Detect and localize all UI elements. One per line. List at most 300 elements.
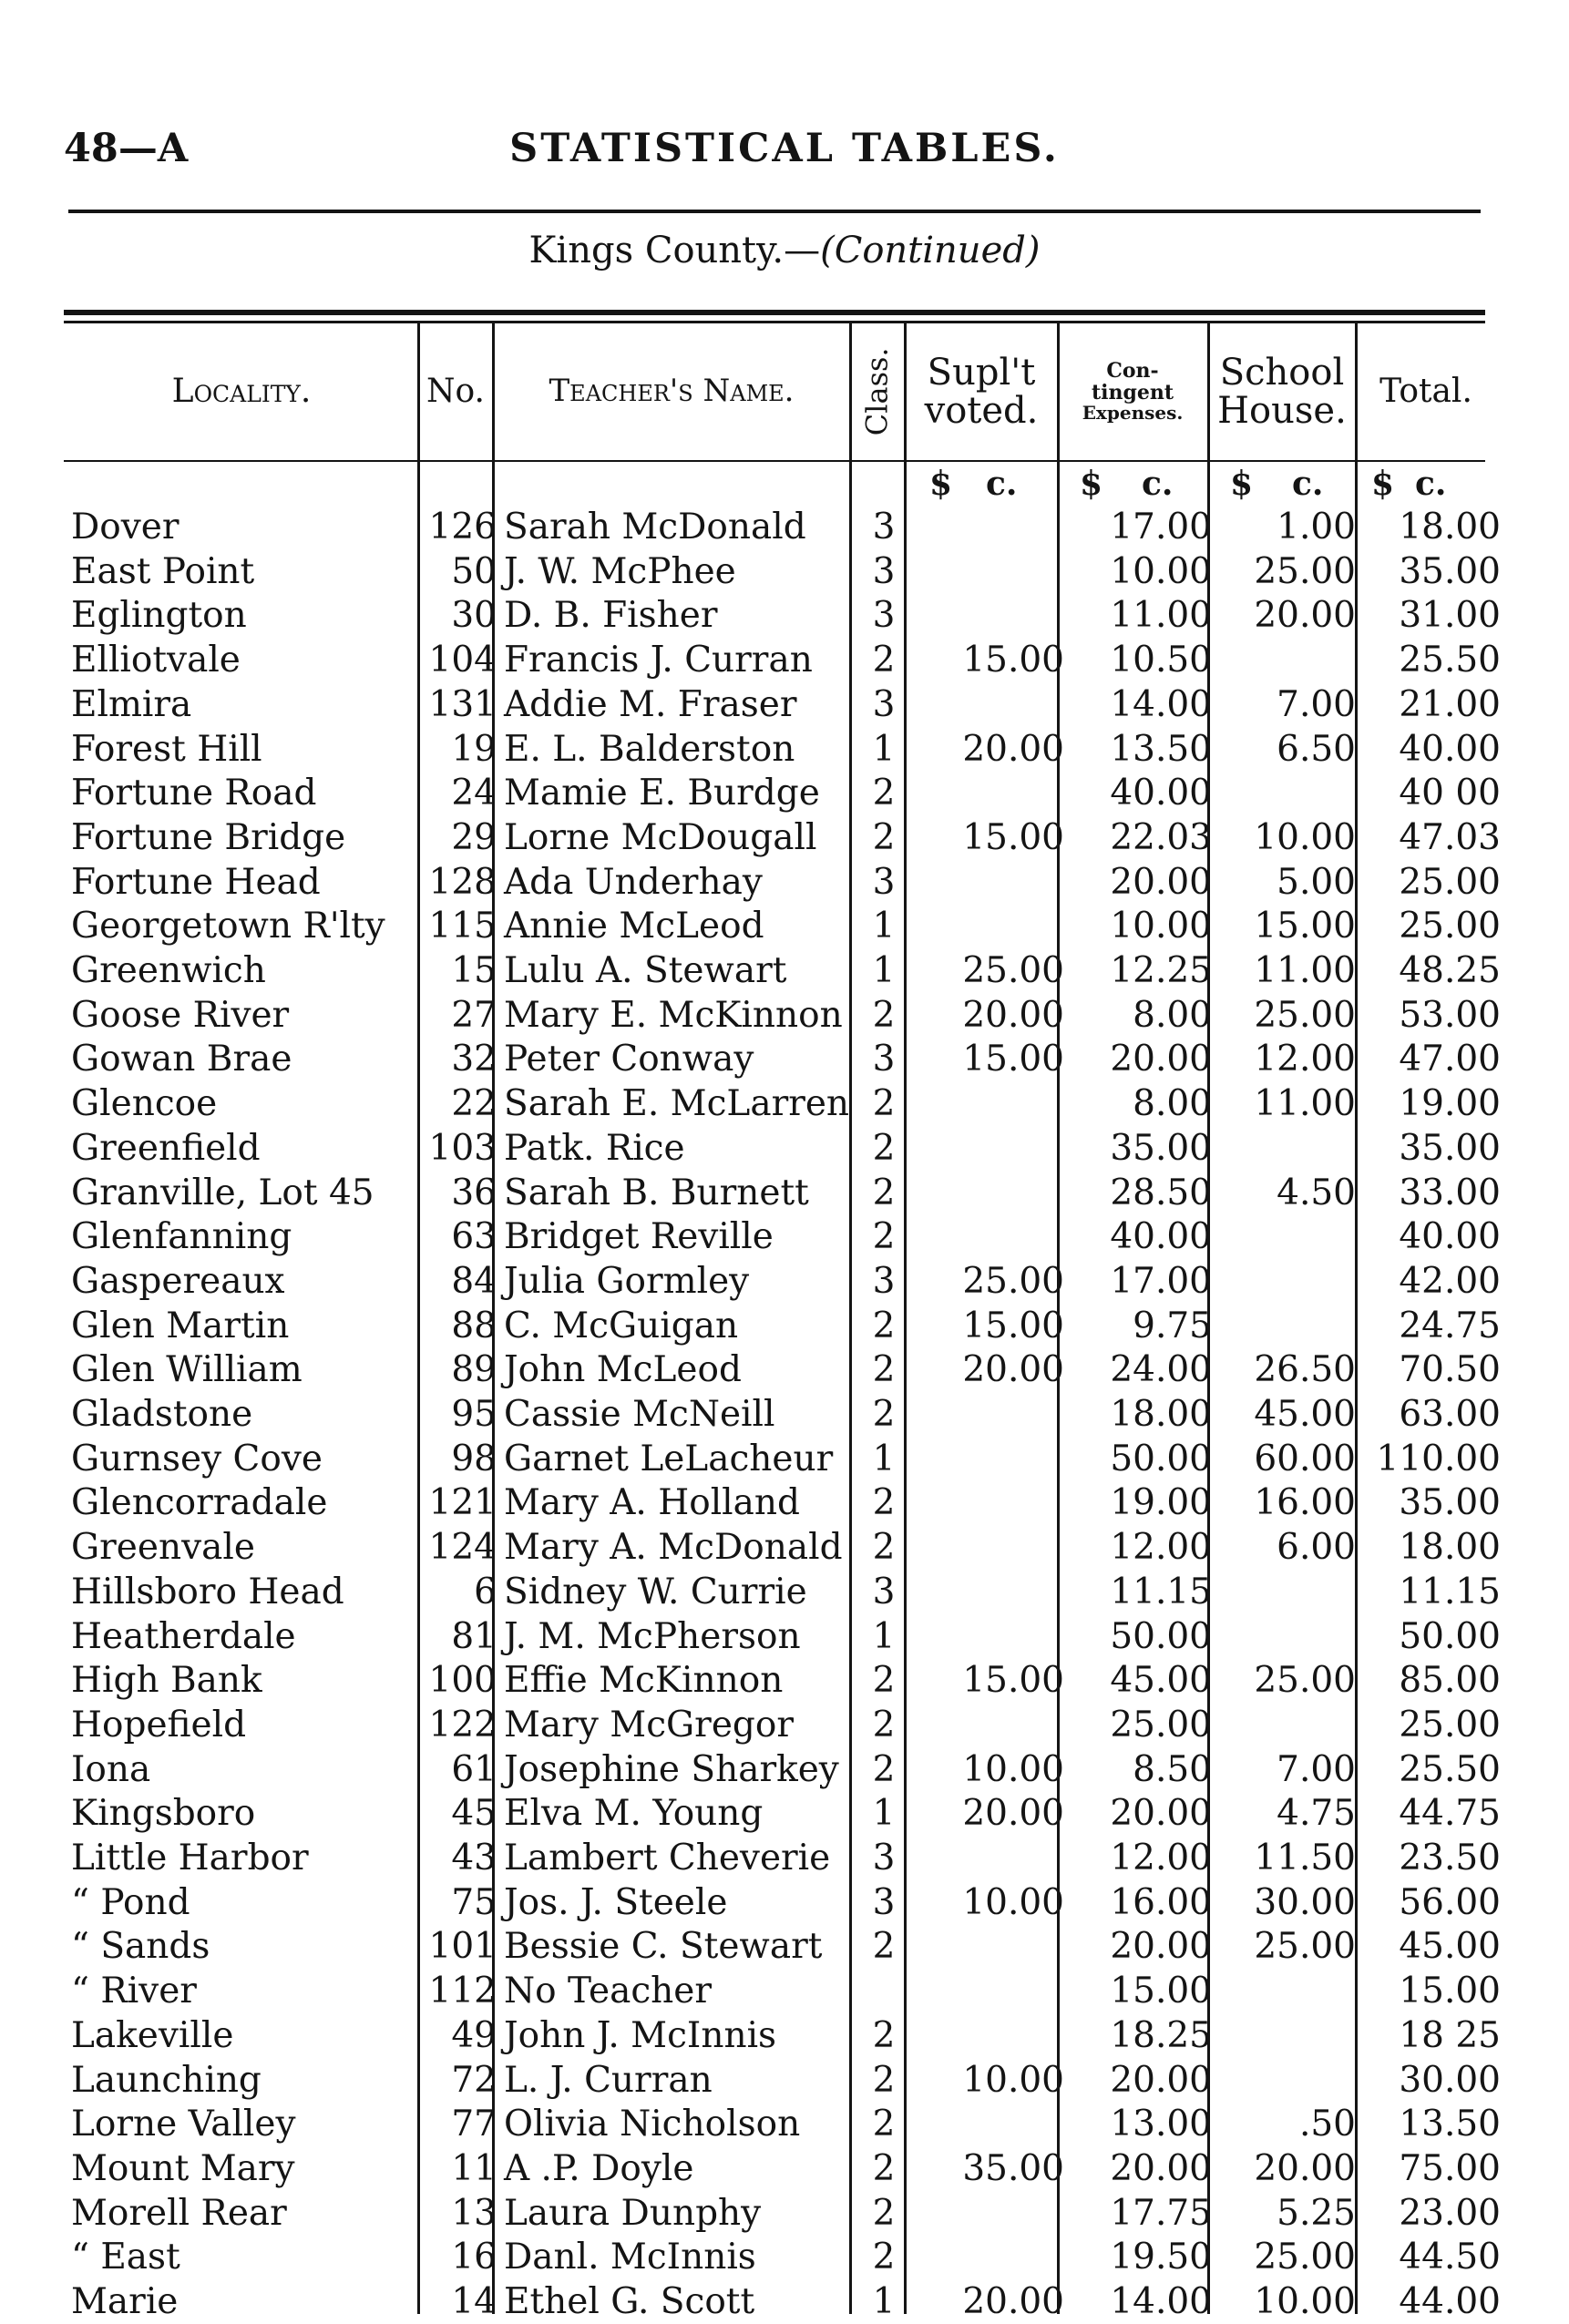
- school-number-cell: 121: [428, 1482, 497, 1524]
- suplt-voted-cell: 10.00: [962, 1881, 1064, 1923]
- school-house-cell: 25.00: [1254, 1660, 1356, 1702]
- table-row: [0, 1704, 1569, 1747]
- contingent-expenses-cell: 14.00: [1110, 2281, 1212, 2322]
- table-row: [0, 683, 1569, 727]
- class-cell: 2: [872, 640, 896, 681]
- suplt-voted-cell: 20.00: [962, 1793, 1064, 1835]
- suplt-voted-cell: 15.00: [962, 1305, 1064, 1346]
- contingent-expenses-cell: 24.00: [1110, 1349, 1212, 1391]
- total-cell: 25.00: [1399, 1704, 1501, 1746]
- school-house-cell: 5.00: [1277, 861, 1356, 903]
- contingent-expenses-cell: 12.00: [1110, 1527, 1212, 1569]
- teacher-name-cell: Mary A. Holland: [504, 1482, 800, 1524]
- table-row: [0, 1571, 1569, 1614]
- locality-cell: Fortune Head: [71, 861, 321, 903]
- total-cell: 25.50: [1399, 640, 1501, 681]
- class-cell: 2: [872, 1926, 896, 1968]
- table-row: [0, 550, 1569, 594]
- contingent-expenses-cell: 14.00: [1110, 683, 1212, 725]
- school-number-cell: 63: [451, 1216, 497, 1258]
- locality-cell: Gurnsey Cove: [71, 1438, 323, 1479]
- total-cell: 40 00: [1399, 773, 1501, 814]
- locality-cell: Glencorradale: [71, 1482, 328, 1524]
- school-house-cell: 4.50: [1277, 1172, 1356, 1213]
- locality-cell: Gladstone: [71, 1394, 253, 1435]
- contingent-expenses-cell: 18.00: [1110, 1394, 1212, 1435]
- teacher-name-cell: Josephine Sharkey: [504, 1748, 839, 1790]
- school-number-cell: 115: [428, 906, 497, 947]
- total-cell: 70.50: [1399, 1349, 1501, 1391]
- table-row: [0, 2014, 1569, 2058]
- class-cell: 3: [872, 1881, 896, 1923]
- teacher-name-cell: Sarah B. Burnett: [504, 1172, 809, 1213]
- suplt-voted-cell: 15.00: [962, 1039, 1064, 1080]
- locality-cell: Elliotvale: [71, 640, 241, 681]
- class-cell: 3: [872, 861, 896, 903]
- locality-cell: Granville, Lot 45: [71, 1172, 374, 1213]
- school-house-cell: 11.00: [1254, 1083, 1356, 1125]
- school-number-cell: 128: [428, 861, 497, 903]
- total-cell: 47.03: [1399, 816, 1501, 858]
- teacher-name-cell: No Teacher: [504, 1971, 713, 2012]
- class-cell: 2: [872, 1305, 896, 1346]
- header-no: No.: [426, 373, 485, 411]
- teacher-name-cell: Mary McGregor: [504, 1704, 794, 1746]
- contingent-expenses-cell: 40.00: [1110, 773, 1212, 814]
- teacher-name-cell: Mary A. McDonald: [504, 1527, 843, 1569]
- page-number: 48—A: [64, 126, 189, 171]
- teacher-name-cell: Lulu A. Stewart: [504, 950, 787, 991]
- contingent-expenses-cell: 15.00: [1110, 1971, 1212, 2012]
- total-cell: 25.00: [1399, 861, 1501, 903]
- total-cell: 44.00: [1399, 2281, 1501, 2322]
- locality-cell: Hopefield: [71, 1704, 247, 1746]
- dollar-unit: $: [929, 465, 953, 503]
- school-number-cell: 32: [451, 1039, 497, 1080]
- section-title: [0, 230, 1569, 271]
- total-cell: 47.00: [1399, 1039, 1501, 1080]
- class-cell: 1: [872, 2281, 896, 2322]
- table-row: [0, 1881, 1569, 1925]
- school-number-cell: 95: [451, 1394, 497, 1435]
- locality-cell: “ River: [71, 1971, 197, 2012]
- header-teacher-name: Teacher's Name.: [549, 373, 795, 410]
- school-number-cell: 30: [451, 595, 497, 637]
- school-number-cell: 77: [451, 2104, 497, 2145]
- cents-unit: c.: [1142, 465, 1174, 503]
- contingent-expenses-cell: 9.75: [1133, 1305, 1212, 1346]
- school-number-cell: 112: [428, 1971, 497, 2012]
- locality-cell: Gaspereaux: [71, 1260, 285, 1302]
- cents-unit: c.: [986, 465, 1018, 503]
- locality-cell: Kingsboro: [71, 1793, 256, 1835]
- teacher-name-cell: Ethel G. Scott: [504, 2281, 755, 2322]
- teacher-name-cell: Francis J. Curran: [504, 640, 813, 681]
- school-house-cell: 25.00: [1254, 1926, 1356, 1968]
- school-house-cell: 20.00: [1254, 595, 1356, 637]
- school-house-cell: 11.50: [1254, 1838, 1356, 1879]
- school-number-cell: 49: [451, 2014, 497, 2056]
- class-cell: 2: [872, 1127, 896, 1169]
- contingent-expenses-cell: 20.00: [1110, 1793, 1212, 1835]
- suplt-voted-cell: 15.00: [962, 1660, 1064, 1702]
- locality-cell: Little Harbor: [71, 1838, 309, 1879]
- class-cell: 2: [872, 2147, 896, 2189]
- table-row: [0, 1970, 1569, 2013]
- school-house-cell: 12.00: [1254, 1039, 1356, 1080]
- dollar-unit: $: [1371, 465, 1395, 503]
- table-top-rule-inner: [64, 321, 1485, 323]
- table-row: [0, 1615, 1569, 1659]
- contingent-expenses-cell: 10.50: [1110, 640, 1212, 681]
- suplt-voted-cell: 15.00: [962, 640, 1064, 681]
- total-cell: 11.15: [1399, 1571, 1501, 1612]
- total-cell: 40.00: [1399, 1216, 1501, 1258]
- dollar-unit: $: [1080, 465, 1103, 503]
- class-cell: 2: [872, 1482, 896, 1524]
- school-house-cell: 6.00: [1277, 1527, 1356, 1569]
- class-cell: 2: [872, 1660, 896, 1702]
- class-cell: 3: [872, 683, 896, 725]
- contingent-expenses-cell: 16.00: [1110, 1881, 1212, 1923]
- school-number-cell: 100: [428, 1660, 497, 1702]
- total-cell: 53.00: [1399, 994, 1501, 1036]
- teacher-name-cell: Danl. McInnis: [504, 2237, 756, 2278]
- locality-cell: Morell Rear: [71, 2192, 287, 2234]
- contingent-expenses-cell: 19.00: [1110, 1482, 1212, 1524]
- contingent-expenses-cell: 10.00: [1110, 906, 1212, 947]
- table-row: [0, 1925, 1569, 1969]
- contingent-expenses-cell: 45.00: [1110, 1660, 1212, 1702]
- total-cell: 31.00: [1399, 595, 1501, 637]
- locality-cell: Fortune Road: [71, 773, 317, 814]
- teacher-name-cell: L. J. Curran: [504, 2059, 713, 2101]
- school-number-cell: 124: [428, 1527, 497, 1569]
- units-contingent: [1080, 465, 1207, 506]
- header-school-house: [1210, 328, 1354, 456]
- suplt-voted-cell: 35.00: [962, 2147, 1064, 2189]
- contingent-expenses-cell: 20.00: [1110, 861, 1212, 903]
- total-cell: 13.50: [1399, 2104, 1501, 2145]
- total-cell: 18 25: [1399, 2014, 1501, 2056]
- class-cell: 3: [872, 1838, 896, 1879]
- locality-cell: Georgetown R'lty: [71, 906, 385, 947]
- header-total: Total.: [1379, 373, 1472, 411]
- total-cell: 44.50: [1399, 2237, 1501, 2278]
- locality-cell: Glencoe: [71, 1083, 218, 1125]
- suplt-voted-cell: 20.00: [962, 1349, 1064, 1391]
- total-cell: 40.00: [1399, 728, 1501, 770]
- class-cell: 3: [872, 550, 896, 592]
- county-name: Kings County.—: [528, 230, 821, 271]
- total-cell: 25.50: [1399, 1748, 1501, 1790]
- school-number-cell: 72: [451, 2059, 497, 2101]
- table-row: [0, 1748, 1569, 1792]
- header-locality: Locality.: [171, 373, 312, 411]
- total-cell: 15.00: [1399, 1971, 1501, 2012]
- contingent-expenses-cell: 17.75: [1110, 2192, 1212, 2234]
- table-row: [0, 506, 1569, 549]
- school-number-cell: 24: [451, 773, 497, 814]
- teacher-name-cell: E. L. Balderston: [504, 728, 795, 770]
- contingent-expenses-cell: 13.00: [1110, 2104, 1212, 2145]
- table-row: [0, 1659, 1569, 1703]
- teacher-name-cell: A .P. Doyle: [504, 2147, 694, 2189]
- contingent-expenses-cell: 20.00: [1110, 2059, 1212, 2101]
- school-number-cell: 27: [451, 994, 497, 1036]
- locality-cell: “ Sands: [71, 1926, 210, 1968]
- school-number-cell: 43: [451, 1838, 497, 1879]
- teacher-name-cell: Bridget Reville: [504, 1216, 774, 1258]
- table-row: [0, 1127, 1569, 1171]
- contingent-expenses-cell: 10.00: [1110, 550, 1212, 592]
- total-cell: 21.00: [1399, 683, 1501, 725]
- table-row: [0, 1481, 1569, 1525]
- class-cell: 2: [872, 2192, 896, 2234]
- table-row: [0, 1792, 1569, 1836]
- school-number-cell: 122: [428, 1704, 497, 1746]
- locality-cell: Greenvale: [71, 1527, 255, 1569]
- school-house-cell: 45.00: [1254, 1394, 1356, 1435]
- suplt-voted-cell: 25.00: [962, 1260, 1064, 1302]
- locality-cell: Marie: [71, 2281, 179, 2322]
- contingent-expenses-cell: 8.00: [1133, 994, 1212, 1036]
- locality-cell: High Bank: [71, 1660, 262, 1702]
- locality-cell: “ Pond: [71, 1881, 190, 1923]
- contingent-expenses-cell: 18.25: [1110, 2014, 1212, 2056]
- locality-cell: Forest Hill: [71, 728, 262, 770]
- locality-cell: Iona: [71, 1748, 151, 1790]
- contingent-expenses-cell: 25.00: [1110, 1704, 1212, 1746]
- teacher-name-cell: Addie M. Fraser: [504, 683, 797, 725]
- table-row: [0, 816, 1569, 860]
- teacher-name-cell: D. B. Fisher: [504, 595, 718, 637]
- total-cell: 33.00: [1399, 1172, 1501, 1213]
- contingent-expenses-cell: 22.03: [1110, 816, 1212, 858]
- contingent-expenses-cell: 19.50: [1110, 2237, 1212, 2278]
- teacher-name-cell: Mamie E. Burdge: [504, 773, 820, 814]
- total-cell: 44.75: [1399, 1793, 1501, 1835]
- contingent-expenses-cell: 11.00: [1110, 595, 1212, 637]
- school-number-cell: 81: [451, 1615, 497, 1657]
- total-cell: 75.00: [1399, 2147, 1501, 2189]
- teacher-name-cell: Sarah E. McLarren: [504, 1083, 850, 1125]
- table-row: [0, 728, 1569, 772]
- class-cell: 2: [872, 1083, 896, 1125]
- locality-cell: East Point: [71, 550, 255, 592]
- locality-cell: Greenfield: [71, 1127, 261, 1169]
- teacher-name-cell: Garnet LeLacheur: [504, 1438, 834, 1479]
- table-row: [0, 1082, 1569, 1126]
- class-cell: 2: [872, 994, 896, 1036]
- total-cell: 35.00: [1399, 1482, 1501, 1524]
- contingent-expenses-cell: 50.00: [1110, 1615, 1212, 1657]
- school-number-cell: 6: [474, 1571, 497, 1612]
- table-row: [0, 2059, 1569, 2103]
- class-cell: 2: [872, 816, 896, 858]
- school-house-cell: 26.50: [1254, 1349, 1356, 1391]
- class-cell: 2: [872, 1527, 896, 1569]
- school-house-cell: 15.00: [1254, 906, 1356, 947]
- contingent-expenses-cell: 20.00: [1110, 1926, 1212, 1968]
- total-cell: 25.00: [1399, 906, 1501, 947]
- school-house-cell: 7.00: [1277, 1748, 1356, 1790]
- table-row: [0, 772, 1569, 815]
- header-suplt-line1: Supl't: [927, 352, 1036, 394]
- teacher-name-cell: Laura Dunphy: [504, 2192, 762, 2234]
- total-cell: 110.00: [1376, 1438, 1501, 1479]
- suplt-voted-cell: 10.00: [962, 1748, 1064, 1790]
- header-contingent-line2: tingent: [1091, 380, 1174, 404]
- top-rule: [68, 210, 1481, 213]
- locality-cell: Greenwich: [71, 950, 266, 991]
- dollar-unit: $: [1230, 465, 1254, 503]
- school-number-cell: 103: [428, 1127, 497, 1169]
- teacher-name-cell: J. M. McPherson: [504, 1615, 801, 1657]
- contingent-expenses-cell: 12.00: [1110, 1838, 1212, 1879]
- table-row: [0, 1348, 1569, 1392]
- locality-cell: Heatherdale: [71, 1615, 296, 1657]
- header-contingent-line3: Expenses.: [1082, 401, 1184, 424]
- table-row: [0, 594, 1569, 638]
- teacher-name-cell: Lambert Cheverie: [504, 1838, 831, 1879]
- total-cell: 48.25: [1399, 950, 1501, 991]
- table-row: [0, 1837, 1569, 1880]
- class-cell: 2: [872, 1216, 896, 1258]
- teacher-name-cell: Lorne McDougall: [504, 816, 817, 858]
- school-house-cell: 4.75: [1277, 1793, 1356, 1835]
- locality-cell: Dover: [71, 507, 179, 548]
- header-contingent-expenses: [1060, 328, 1205, 456]
- school-house-cell: .50: [1298, 2104, 1356, 2145]
- school-house-cell: 25.00: [1254, 550, 1356, 592]
- class-cell: 2: [872, 773, 896, 814]
- total-cell: 85.00: [1399, 1660, 1501, 1702]
- table-row: [0, 1215, 1569, 1259]
- school-number-cell: 36: [451, 1172, 497, 1213]
- school-house-cell: 20.00: [1254, 2147, 1356, 2189]
- contingent-expenses-cell: 35.00: [1110, 1127, 1212, 1169]
- suplt-voted-cell: 20.00: [962, 728, 1064, 770]
- header-class: [852, 328, 903, 456]
- teacher-name-cell: Elva M. Young: [504, 1793, 764, 1835]
- school-number-cell: 104: [428, 640, 497, 681]
- suplt-voted-cell: 15.00: [962, 816, 1064, 858]
- school-number-cell: 126: [428, 507, 497, 548]
- contingent-expenses-cell: 12.25: [1110, 950, 1212, 991]
- contingent-expenses-cell: 50.00: [1110, 1438, 1212, 1479]
- school-number-cell: 13: [451, 2192, 497, 2234]
- locality-cell: Lakeville: [71, 2014, 234, 2056]
- school-number-cell: 14: [451, 2281, 497, 2322]
- contingent-expenses-cell: 28.50: [1110, 1172, 1212, 1213]
- class-cell: 1: [872, 1615, 896, 1657]
- school-house-cell: 30.00: [1254, 1881, 1356, 1923]
- school-house-cell: 11.00: [1254, 950, 1356, 991]
- class-cell: 3: [872, 1039, 896, 1080]
- locality-cell: Hillsboro Head: [71, 1571, 344, 1612]
- header-contingent-line1: Con-: [1106, 359, 1159, 384]
- school-number-cell: 45: [451, 1793, 497, 1835]
- table-top-rule: [64, 310, 1485, 315]
- school-number-cell: 11: [451, 2147, 497, 2189]
- class-cell: 2: [872, 1172, 896, 1213]
- table-row: [0, 2103, 1569, 2146]
- class-cell: 2: [872, 1349, 896, 1391]
- table-row: [0, 2236, 1569, 2279]
- class-cell: 1: [872, 1438, 896, 1479]
- cents-unit: c.: [1292, 465, 1324, 503]
- school-house-cell: 25.00: [1254, 994, 1356, 1036]
- table-row: [0, 1038, 1569, 1081]
- total-cell: 50.00: [1399, 1615, 1501, 1657]
- class-cell: 3: [872, 1260, 896, 1302]
- header-school-line2: House.: [1217, 390, 1347, 432]
- table-row: [0, 639, 1569, 682]
- table-row: [0, 949, 1569, 993]
- teacher-name-cell: Cassie McNeill: [504, 1394, 775, 1435]
- total-cell: 42.00: [1399, 1260, 1501, 1302]
- teacher-name-cell: Bessie C. Stewart: [504, 1926, 823, 1968]
- school-number-cell: 131: [428, 683, 497, 725]
- total-cell: 18.00: [1399, 507, 1501, 548]
- class-cell: 3: [872, 507, 896, 548]
- total-cell: 35.00: [1399, 550, 1501, 592]
- units-schoolhouse: [1230, 465, 1358, 506]
- teacher-name-cell: Olivia Nicholson: [504, 2104, 801, 2145]
- contingent-expenses-cell: 8.00: [1133, 1083, 1212, 1125]
- suplt-voted-cell: 20.00: [962, 994, 1064, 1036]
- table-row: [0, 1526, 1569, 1570]
- contingent-expenses-cell: 17.00: [1110, 507, 1212, 548]
- teacher-name-cell: Ada Underhay: [504, 861, 763, 903]
- teacher-name-cell: Sarah McDonald: [504, 507, 806, 548]
- table-row: [0, 1305, 1569, 1348]
- contingent-expenses-cell: 40.00: [1110, 1216, 1212, 1258]
- total-cell: 35.00: [1399, 1127, 1501, 1169]
- contingent-expenses-cell: 17.00: [1110, 1260, 1212, 1302]
- class-cell: 2: [872, 1704, 896, 1746]
- class-cell: 2: [872, 2237, 896, 2278]
- school-house-cell: 1.00: [1277, 507, 1356, 548]
- table-row: [0, 2147, 1569, 2191]
- contingent-expenses-cell: 20.00: [1110, 2147, 1212, 2189]
- school-number-cell: 29: [451, 816, 497, 858]
- class-cell: 3: [872, 595, 896, 637]
- class-cell: 1: [872, 1793, 896, 1835]
- school-number-cell: 84: [451, 1260, 497, 1302]
- class-cell: 2: [872, 2104, 896, 2145]
- school-number-cell: 98: [451, 1438, 497, 1479]
- school-house-cell: 10.00: [1254, 816, 1356, 858]
- table-row: [0, 861, 1569, 905]
- total-cell: 30.00: [1399, 2059, 1501, 2101]
- teacher-name-cell: J. W. McPhee: [504, 550, 736, 592]
- locality-cell: Eglington: [71, 595, 247, 637]
- class-cell: 1: [872, 906, 896, 947]
- teacher-name-cell: Mary E. McKinnon: [504, 994, 843, 1036]
- total-cell: 63.00: [1399, 1394, 1501, 1435]
- continued-label: (Continued): [820, 230, 1041, 271]
- header-rule: [64, 460, 1485, 462]
- school-house-cell: 6.50: [1277, 728, 1356, 770]
- school-house-cell: 16.00: [1254, 1482, 1356, 1524]
- school-number-cell: 101: [428, 1926, 497, 1968]
- school-house-cell: 60.00: [1254, 1438, 1356, 1479]
- total-cell: 24.75: [1399, 1305, 1501, 1346]
- class-cell: 1: [872, 950, 896, 991]
- school-number-cell: 61: [451, 1748, 497, 1790]
